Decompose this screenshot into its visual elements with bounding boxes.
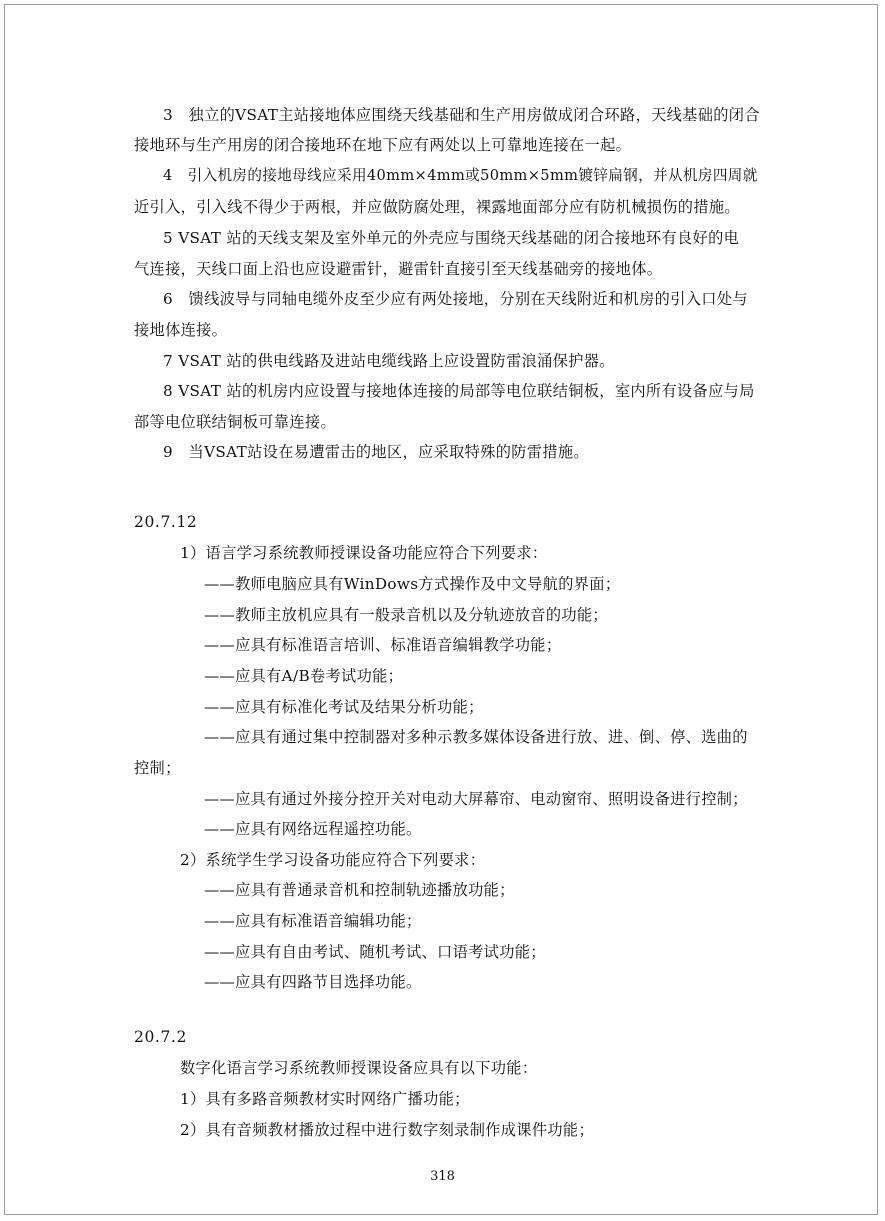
list-item: ——教师主放机应具有一般录音机以及分轨迹放音的功能； [204, 606, 608, 624]
list-item: ——应具有普通录音机和控制轨迹播放功能； [204, 881, 515, 899]
section-c-intro: 数字化语言学习系统教师授课设备应具有以下功能： [180, 1059, 538, 1077]
subsection-2-intro: 2）系统学生学习设备功能应符合下列要求： [180, 851, 486, 869]
clause-4-line-2: 近引入，引入线不得少于两根，并应做防腐处理，裸露地面部分应有防机械损伤的措施。 [134, 198, 740, 216]
section-heading-20-7-12: 20.7.12 [134, 513, 198, 531]
clause-3-line-2: 接地环与生产用房的闭合接地环在地下应有两处以上可靠地连接在一起。 [134, 136, 632, 154]
section-heading-20-7-2: 20.7.2 [134, 1028, 187, 1046]
list-item-long-line-1: ——应具有通过集中控制器对多种示教多媒体设备进行放、进、倒、停、选曲的 [204, 728, 748, 746]
list-item: ——应具有自由考试、随机考试、口语考试功能； [204, 943, 546, 961]
subsection-1-intro: 1）语言学习系统教师授课设备功能应符合下列要求： [180, 544, 548, 562]
clause-5-line-1: 5 VSAT 站的天线支架及室外单元的外壳应与围绕天线基础的闭合接地环有良好的电 [163, 229, 740, 247]
clause-7-line-1: 7 VSAT 站的供电线路及进站电缆线路上应设置防雷浪涌保护器。 [163, 352, 615, 370]
list-item: ——应具有标准化考试及结果分析功能； [204, 698, 484, 716]
list-item-long-line-2: 控制； [134, 759, 181, 777]
clause-6-line-2: 接地体连接。 [134, 321, 228, 339]
list-item: ——应具有标准语音编辑功能； [204, 912, 422, 930]
list-item: ——应具有四路节目选择功能。 [204, 973, 422, 991]
clause-9-line-1: 9 当VSAT站设在易遭雷击的地区，应采取特殊的防雷措施。 [163, 443, 589, 461]
list-item: ——应具有通过外接分控开关对电动大屏幕帘、电动窗帘、照明设备进行控制； [204, 790, 748, 808]
list-item: ——应具有网络远程遥控功能。 [204, 820, 422, 838]
clause-4-line-1: 4 引入机房的接地母线应采用40mm×4mm或50mm×5mm镀锌扁钢，并从机房四周就 [163, 167, 758, 184]
clause-8-line-2: 部等电位联结铜板可靠连接。 [134, 413, 336, 431]
list-item: ——应具有标准语言培训、标准语音编辑教学功能； [204, 636, 562, 654]
list-item: ——应具有A/B卷考试功能； [204, 667, 404, 685]
section-c-item-1: 1）具有多路音频教材实时网络广播功能； [180, 1090, 470, 1108]
clause-3-line-1: 3 独立的VSAT主站接地体应围绕天线基础和生产用房做成闭合环路，天线基础的闭合 [163, 106, 760, 124]
clause-8-line-1: 8 VSAT 站的机房内应设置与接地体连接的局部等电位联结铜板，室内所有设备应与局 [163, 382, 755, 400]
section-c-item-2: 2）具有音频教材播放过程中进行数字刻录制作成课件功能； [180, 1121, 594, 1139]
page-number: 318 [430, 1169, 455, 1184]
clause-5-line-2: 气连接，天线口面上沿也应设避雷针，避雷针直接引至天线基础旁的接地体。 [134, 260, 663, 278]
clause-6-line-1: 6 馈线波导与同轴电缆外皮至少应有两处接地，分别在天线附近和机房的引入口处与 [163, 290, 748, 308]
list-item: ——教师电脑应具有WinDows方式操作及中文导航的界面； [204, 575, 621, 593]
